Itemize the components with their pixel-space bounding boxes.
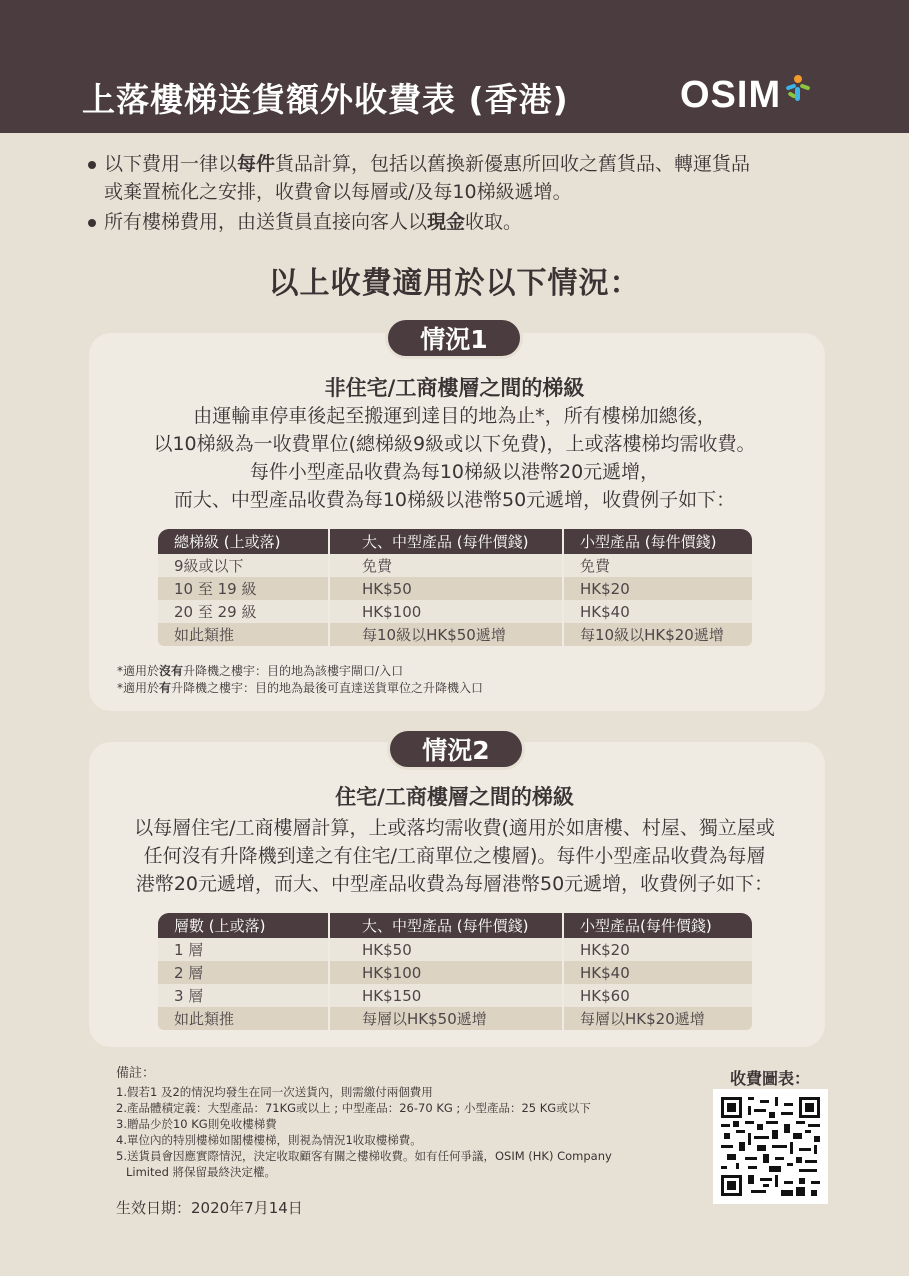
case1-description: 由運輸車停車後起至搬運到達目的地為止*，所有樓梯加總後， 以10梯級為一收費單位(總梯級9級或以下免費)，上或落樓梯均需收費。 每件小型產品收費為每10梯級以港幣20元遞增， 而大、中型產品收費為每10梯級以港幣50元遞增，收費例子如下： — [153, 405, 756, 511]
intro-bullets — [86, 150, 836, 238]
table-cell: HK$60 — [562, 984, 752, 1007]
footnote: *適用於有升降機之樓宇：目的地為最後可直達送貨單位之升降機入口 — [117, 681, 484, 695]
case1-subtitle: 非住宅/工商樓層之間的梯級 — [324, 376, 585, 400]
column-header: 大、中型產品 (每件價錢) — [328, 913, 562, 938]
case2-pill: 情況2 — [387, 728, 525, 770]
table-cell: HK$20 — [562, 938, 752, 961]
table-cell: HK$50 — [328, 938, 562, 961]
page-title: 上落樓梯送貨額外收費表 (香港) — [82, 80, 569, 119]
table-cell: HK$40 — [562, 961, 752, 984]
table-cell: 每10級以HK$50遞增 — [328, 623, 562, 646]
remark-item: 4.單位內的特別樓梯如閣樓樓梯，則視為情況1收取樓梯費。 — [116, 1133, 422, 1147]
remark-item: 2.產品體積定義：大型產品：71KG或以上 ; 中型產品：26-70 KG ; 小型產品：25 KG或以下 — [116, 1101, 591, 1115]
case2-subtitle: 住宅/工商樓層之間的梯級 — [335, 785, 574, 809]
bullet-item: 以下費用一律以每件貨品計算，包括以舊換新優惠所回收之舊貨品、轉運貨品 或棄置梳化之安排，收費會以每層或/及每10梯級遞增。 — [86, 150, 836, 206]
table-cell: 如此類推 — [174, 1010, 235, 1028]
case2-description: 以每層住宅/工商樓層計算，上或落均需收費(適用於如唐樓、村屋、獨立屋或 任何沒有升降機到達之有住宅/工商單位之樓層)。每件小型產品收費為每層 港幣20元遞增，而大、中型產品收費為每層港幣50元遞增，收費例子如下： — [134, 817, 775, 895]
logo-text: OSIM — [680, 73, 782, 116]
remark-item: 3.贈品少於10 KG則免收樓梯費 — [116, 1117, 277, 1131]
table-cell: HK$50 — [328, 577, 562, 600]
table-cell: 如此類推 — [174, 626, 235, 644]
qr-label: 收費圖表： — [730, 1069, 811, 1088]
qr-code-icon[interactable] — [713, 1089, 828, 1204]
case2-fee-table — [158, 913, 752, 1030]
case1-footnotes — [117, 663, 483, 697]
column-header: 總梯級 (上或落) — [174, 533, 281, 551]
remarks — [116, 1066, 696, 1180]
table-cell: 2 層 — [174, 964, 204, 982]
case1-fee-table — [158, 529, 752, 646]
table-cell: HK$20 — [562, 577, 752, 600]
table-header-row — [158, 913, 752, 938]
table-row — [158, 961, 752, 984]
table-row — [158, 1007, 752, 1030]
table-row — [158, 554, 752, 577]
remark-item: 1.假若1 及2的情況均發生在同一次送貨內，則需繳付兩個費用 — [116, 1085, 433, 1099]
table-cell: HK$150 — [328, 984, 562, 1007]
remark-item-continued: Limited 將保留最終決定權。 — [126, 1165, 277, 1179]
table-cell: 免費 — [328, 554, 562, 577]
remark-item: 5.送貨員會因應實際情況，決定收取顧客有關之樓梯收費。如有任何爭議，OSIM (HK) Company — [116, 1149, 612, 1163]
table-cell: 每層以HK$20遞增 — [562, 1007, 752, 1030]
table-cell: 20 至 29 級 — [174, 603, 257, 621]
table-row — [158, 600, 752, 623]
case1-pill: 情況1 — [385, 317, 523, 359]
remarks-title: 備註： — [116, 1066, 156, 1081]
table-cell: 免費 — [562, 554, 752, 577]
table-cell: 10 至 19 級 — [174, 580, 257, 598]
section-heading: 以上收費適用於以下情況： — [268, 266, 641, 301]
table-cell: 3 層 — [174, 987, 204, 1005]
osim-logo — [680, 70, 813, 120]
column-header: 層數 (上或落) — [174, 917, 266, 935]
table-cell: 1 層 — [174, 941, 204, 959]
table-cell: 每層以HK$50遞增 — [328, 1007, 562, 1030]
logo-star-icon — [783, 73, 813, 103]
table-cell: HK$100 — [328, 961, 562, 984]
header-bar — [0, 0, 909, 133]
footnote: *適用於沒有升降機之樓宇：目的地為該樓宇閘口/入口 — [117, 664, 404, 678]
table-row — [158, 577, 752, 600]
column-header: 小型產品 (每件價錢) — [562, 529, 752, 554]
table-row — [158, 623, 752, 646]
table-cell: HK$100 — [328, 600, 562, 623]
effective-date: 生效日期：2020年7月14日 — [116, 1199, 303, 1217]
table-row — [158, 938, 752, 961]
column-header: 大、中型產品 (每件價錢) — [328, 529, 562, 554]
table-row — [158, 984, 752, 1007]
bullet-item: 所有樓梯費用，由送貨員直接向客人以現金收取。 — [86, 208, 836, 236]
table-cell: 9級或以下 — [174, 557, 244, 575]
column-header: 小型產品(每件價錢) — [562, 913, 752, 938]
table-cell: 每10級以HK$20遞增 — [562, 623, 752, 646]
table-header-row — [158, 529, 752, 554]
table-cell: HK$40 — [562, 600, 752, 623]
